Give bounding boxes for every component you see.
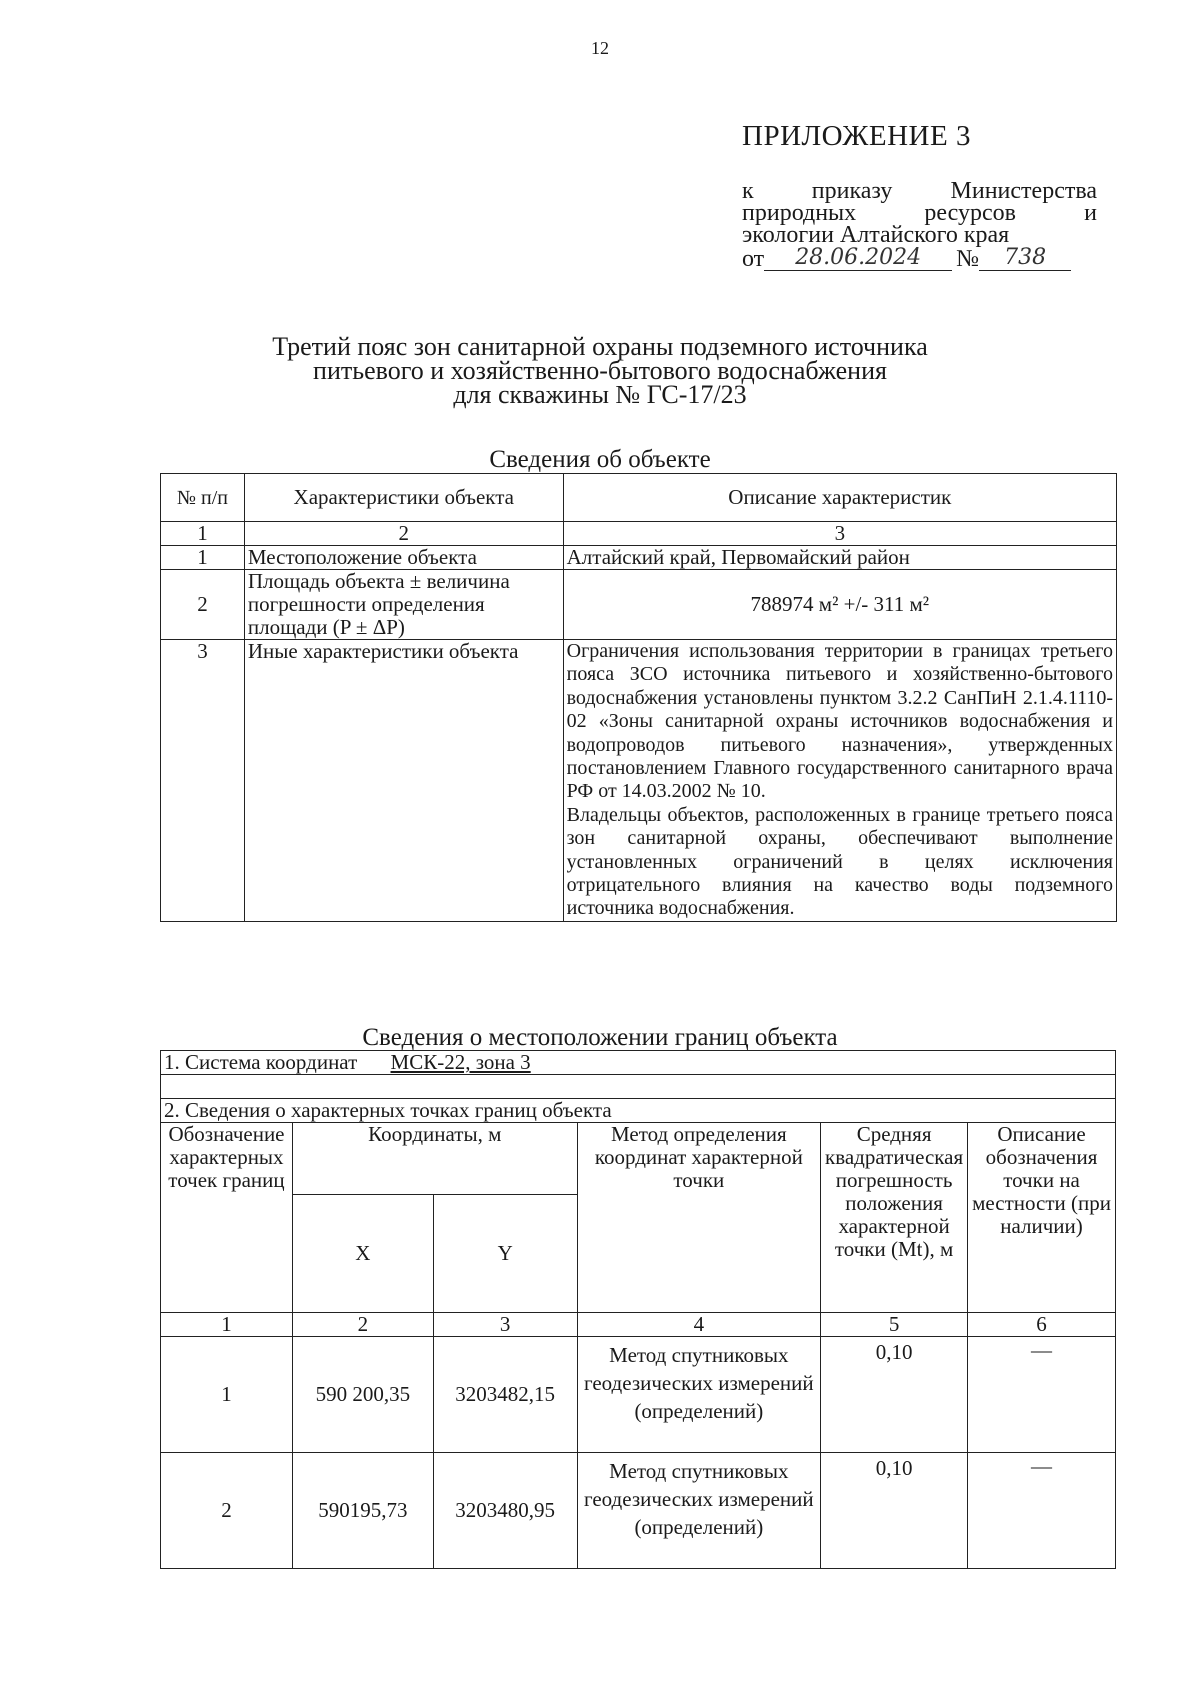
header-coordinates: Координаты, м xyxy=(292,1123,577,1195)
date-prefix: от xyxy=(742,246,765,272)
point-x: 590195,73 xyxy=(292,1453,433,1569)
restriction-paragraph-1: Ограничения использования территории в границах третьего пояса ЗСО источника питьевого и хозяйственно-бытового водоснабжения установлены пунктом 3.2.2 СанПиН 2.1.4.1110-02 «Зоны санитарной охраны источников водоснабжения и водопроводов питьевого назначения», утвержденных постановлением Главного государственного санитарного врача РФ от 14.03.2002 № 10. xyxy=(566,640,1113,803)
restriction-paragraph-2: Владельцы объектов, расположенных в границе третьего пояса зон санитарной охраны, обеспечивают выполнение установленных ограничений в целях исключения отрицательного влияния на качество воды подземного источника водоснабжения. xyxy=(566,803,1113,920)
point-method: Метод спутниковых геодезических измерений (определений) xyxy=(577,1337,821,1453)
appendix-title: ПРИЛОЖЕНИЕ 3 xyxy=(742,120,971,152)
row-num: 1 xyxy=(161,546,245,570)
point-id: 1 xyxy=(161,1337,293,1453)
header-characteristics: Характеристики объекта xyxy=(244,474,563,522)
point-description: — xyxy=(968,1337,1116,1453)
col-number: 2 xyxy=(244,522,563,546)
col-number: 3 xyxy=(563,522,1116,546)
header-designation: Обозначение характерных точек границ xyxy=(161,1123,293,1313)
appendix-line-1: к приказу Министерства xyxy=(742,178,1097,204)
table-row xyxy=(161,570,1117,640)
point-id: 2 xyxy=(161,1453,293,1569)
row-num: 3 xyxy=(161,640,245,922)
heading-line-3: для скважины № ГС-17/23 xyxy=(453,380,747,409)
table-row xyxy=(161,1337,1116,1453)
row-value: 788974 м² +/- 311 м² xyxy=(563,570,1116,640)
header-y: Y xyxy=(433,1195,577,1313)
header-num: № п/п xyxy=(161,474,245,522)
coord-system-row xyxy=(161,1051,1116,1075)
col-number: 4 xyxy=(577,1313,821,1337)
row-num: 2 xyxy=(161,570,245,640)
header-x: X xyxy=(292,1195,433,1313)
document-heading xyxy=(230,332,970,409)
table-row xyxy=(161,640,1117,922)
appendix-line-3: экологии Алтайского края xyxy=(742,222,1010,248)
row-name: Местоположение объекта xyxy=(244,546,563,570)
table-row xyxy=(161,546,1117,570)
heading-line-1: Третий пояс зон санитарной охраны подземного источника xyxy=(272,332,928,361)
col-number: 3 xyxy=(433,1313,577,1337)
row-value: Алтайский край, Первомайский район xyxy=(563,546,1116,570)
col-number: 2 xyxy=(292,1313,433,1337)
order-number-handwritten: 738 xyxy=(979,246,1071,271)
coord-system-value: МСК-22, зона 3 xyxy=(390,1050,531,1074)
col-number: 1 xyxy=(161,522,245,546)
object-info-title: Сведения об объекте xyxy=(489,446,711,473)
order-date-handwritten: 28.06.2024 xyxy=(764,246,952,271)
header-error: Средняя квадратическая погрешность положения характерной точки (Mt), м xyxy=(821,1123,968,1313)
col-number: 6 xyxy=(968,1313,1116,1337)
point-y: 3203482,15 xyxy=(433,1337,577,1453)
location-info-table xyxy=(160,1050,1116,1569)
header-point-description: Описание обозначения точки на местности (при наличии) xyxy=(968,1123,1116,1313)
col-number: 5 xyxy=(821,1313,968,1337)
point-error: 0,10 xyxy=(821,1453,968,1569)
header-description: Описание характеристик xyxy=(563,474,1116,522)
appendix-line-2: природных ресурсов и xyxy=(742,200,1097,226)
table-row xyxy=(161,1453,1116,1569)
row-name: Площадь объекта ± величина погрешности определения площади (P ± ΔP) xyxy=(244,570,563,640)
point-description: — xyxy=(968,1453,1116,1569)
row-name: Иные характеристики объекта xyxy=(244,640,563,922)
number-prefix: № xyxy=(956,246,980,272)
point-error: 0,10 xyxy=(821,1337,968,1453)
header-method: Метод определения координат характерной точки xyxy=(577,1123,821,1313)
col-number: 1 xyxy=(161,1313,293,1337)
spacer-row xyxy=(161,1075,1116,1099)
page-number: 12 xyxy=(591,38,609,58)
coord-system-label: 1. Система координат xyxy=(164,1050,358,1074)
object-info-table xyxy=(160,473,1117,922)
row-value xyxy=(563,640,1116,922)
point-method: Метод спутниковых геодезических измерений (определений) xyxy=(577,1453,821,1569)
point-x: 590 200,35 xyxy=(292,1337,433,1453)
points-label: 2. Сведения о характерных точках границ объекта xyxy=(161,1099,1116,1123)
heading-line-2: питьевого и хозяйственно-бытового водоснабжения xyxy=(313,356,887,385)
order-date-number xyxy=(742,246,1097,271)
point-y: 3203480,95 xyxy=(433,1453,577,1569)
location-info-title: Сведения о местоположении границ объекта xyxy=(362,1024,838,1051)
